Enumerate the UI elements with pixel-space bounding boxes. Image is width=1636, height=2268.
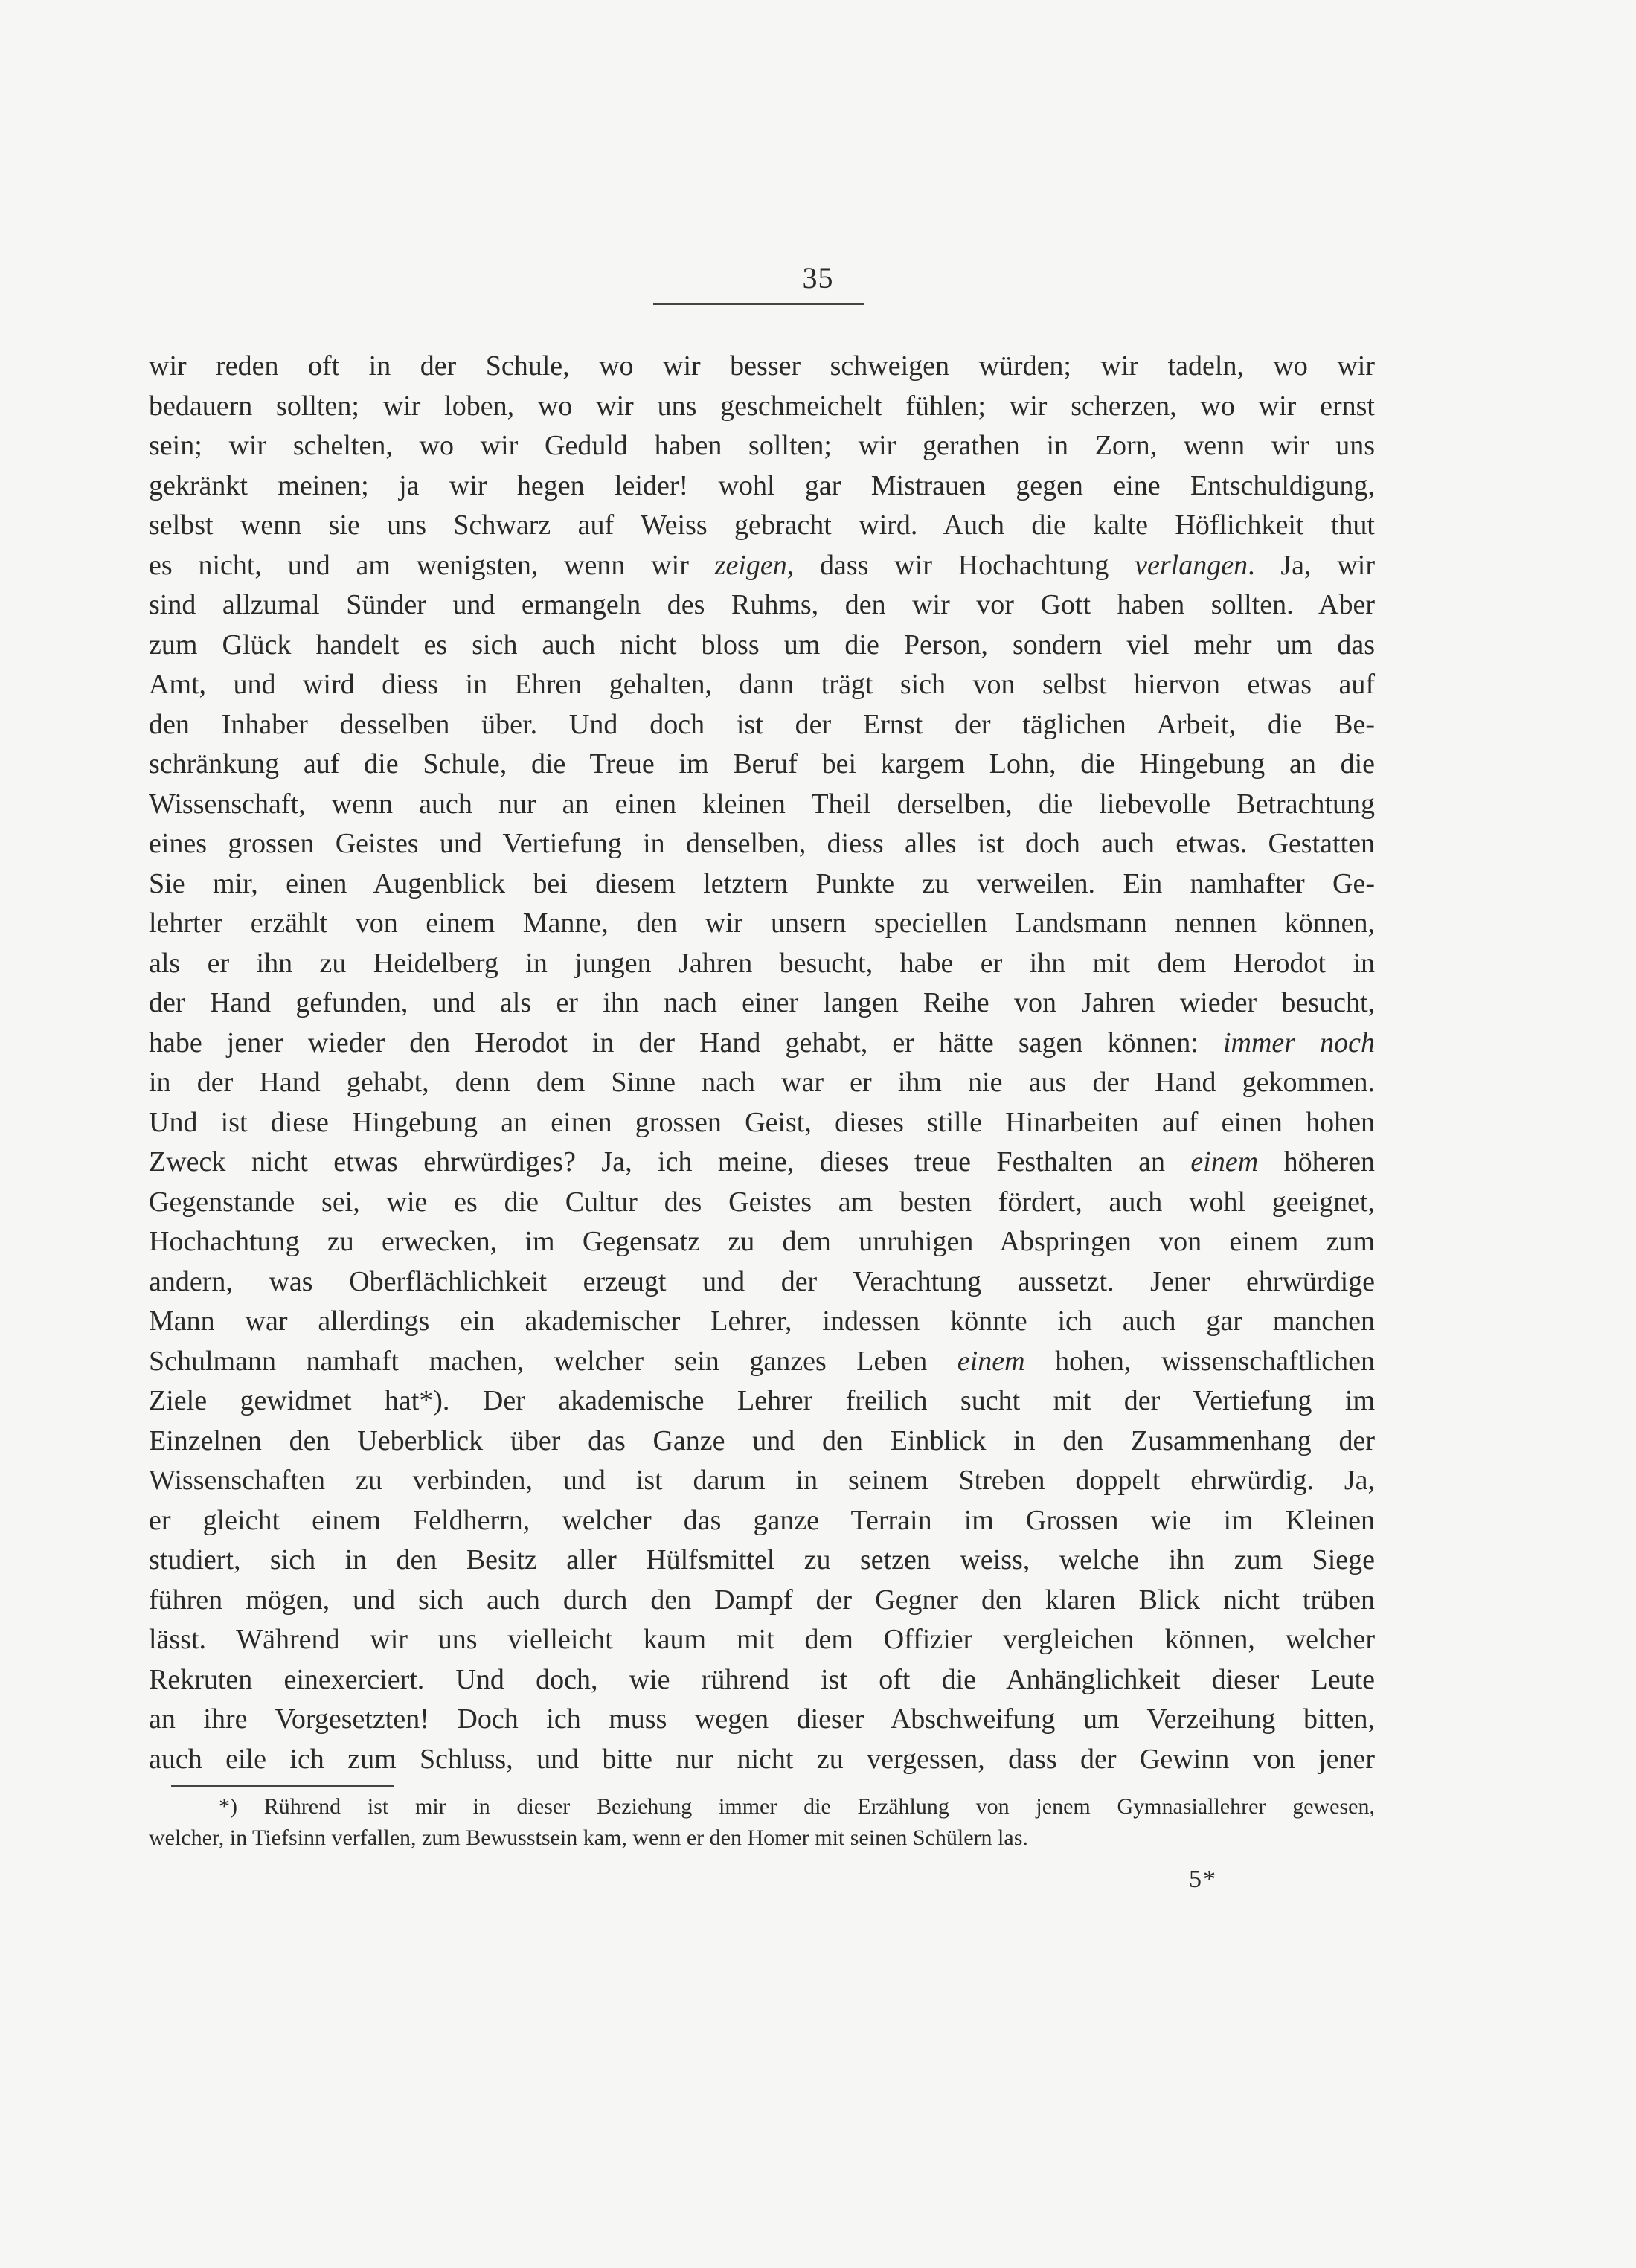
text-segment: andern, was Oberflächlichkeit erzeugt und der Verachtung aussetzt. Jener ehrwürdige: [149, 1265, 1375, 1297]
text-line: [149, 1262, 1375, 1302]
text-line: [149, 1222, 1375, 1262]
text-segment: Schulmann namhaft machen, welcher sein ganzes Leben: [149, 1345, 957, 1377]
emphasis-text: einem: [957, 1345, 1025, 1377]
text-segment: selbst wenn sie uns Schwarz auf Weiss gebracht wird. Auch die kalte Höflichkeit thut: [149, 510, 1375, 541]
text-segment: Ziele gewidmet hat*). Der akademische Lehrer freilich sucht mit der Vertiefung im: [149, 1385, 1375, 1416]
text-line: [149, 1501, 1375, 1541]
text-segment: Gegenstande sei, wie es die Cultur des Geistes am besten fördert, auch wohl geeignet,: [149, 1186, 1375, 1218]
text-segment: den Inhaber desselben über. Und doch ist der Ernst der täglichen Arbeit, die Be-: [149, 708, 1375, 740]
text-segment: , dass wir Hochachtung: [786, 549, 1135, 581]
text-segment: Mann war allerdings ein akademischer Lehrer, indessen könnte ich auch gar manchen: [149, 1305, 1375, 1337]
text-segment: wir reden oft in der Schule, wo wir besser schweigen würden; wir tadeln, wo wir: [149, 350, 1375, 382]
text-line: [149, 665, 1375, 705]
text-line: [149, 1620, 1375, 1660]
emphasis-text: verlangen: [1135, 549, 1248, 581]
page-number: 35: [802, 261, 834, 295]
text-segment: lehrter erzählt von einem Manne, den wir unsern speciellen Landsmann nennen können,: [149, 907, 1375, 939]
text-line: [149, 1183, 1375, 1223]
text-line: [149, 1143, 1375, 1183]
text-segment: hohen, wissenschaftlichen: [1024, 1345, 1376, 1377]
text-line: [149, 1381, 1375, 1421]
text-segment: er gleicht einem Feldherrn, welcher das ganze Terrain im Grossen wie im Kleinen: [149, 1504, 1375, 1536]
text-line: [149, 1421, 1375, 1462]
text-line: [149, 705, 1375, 745]
text-line: [149, 347, 1375, 387]
footnote-line: *) Rührend ist mir in dieser Beziehung immer die Erzählung von jenem Gymnasiallehrer gewesen,: [219, 1794, 1375, 1819]
text-segment: Einzelnen den Ueberblick über das Ganze und den Einblick in den Zusammenhang der: [149, 1424, 1375, 1456]
text-line: [149, 944, 1375, 984]
header-rule: [653, 303, 864, 305]
text-segment: der Hand gefunden, und als er ihn nach einer langen Reihe von Jahren wieder besucht,: [149, 987, 1375, 1018]
text-segment: höheren: [1258, 1146, 1375, 1178]
text-segment: schränkung auf die Schule, die Treue im Beruf bei kargem Lohn, die Hingebung an die: [149, 748, 1375, 780]
text-line: [149, 506, 1375, 546]
text-line: [149, 824, 1375, 864]
text-segment: Hochachtung zu erwecken, im Gegensatz zu dem unruhigen Abspringen von einem zum: [149, 1226, 1375, 1257]
text-segment: an ihre Vorgesetzten! Doch ich muss wegen dieser Abschweifung um Verzeihung bitten,: [149, 1703, 1375, 1735]
text-segment: Rekruten einexerciert. Und doch, wie rührend ist oft die Anhänglichkeit dieser Leute: [149, 1663, 1375, 1695]
text-segment: Wissenschaft, wenn auch nur an einen kleinen Theil derselben, die liebevolle Betrachtung: [149, 788, 1375, 820]
text-segment: es nicht, und am wenigsten, wenn wir: [149, 549, 715, 581]
text-line: [149, 864, 1375, 905]
text-line: [149, 1342, 1375, 1382]
text-line: [149, 1063, 1375, 1103]
text-line: [149, 1660, 1375, 1700]
text-line: [149, 426, 1375, 466]
text-segment: in der Hand gehabt, denn dem Sinne nach war er ihm nie aus der Hand gekommen.: [149, 1067, 1375, 1098]
text-line: [149, 1740, 1375, 1780]
body-text: [149, 347, 1375, 1779]
text-segment: als er ihn zu Heidelberg in jungen Jahren besucht, habe er ihn mit dem Herodot in: [149, 947, 1375, 979]
text-segment: gekränkt meinen; ja wir hegen leider! wohl gar Mistrauen gegen eine Entschuldigung,: [149, 469, 1375, 501]
text-segment: lässt. Während wir uns vielleicht kaum mit dem Offizier vergleichen können, welcher: [149, 1624, 1375, 1655]
text-segment: zum Glück handelt es sich auch nicht bloss um die Person, sondern viel mehr um das: [149, 629, 1375, 661]
text-line: [149, 983, 1375, 1024]
text-line: [149, 546, 1375, 586]
footnote-line: welcher, in Tiefsinn verfallen, zum Bewusstsein kam, wenn er den Homer mit seinen Schülern las.: [149, 1825, 1028, 1850]
text-line: [149, 745, 1375, 785]
text-line: [149, 387, 1375, 427]
text-segment: sind allzumal Sünder und ermangeln des Ruhms, den wir vor Gott haben sollten. Aber: [149, 589, 1375, 620]
text-line: [149, 1024, 1375, 1064]
text-line: [149, 1103, 1375, 1143]
signature-mark: 5*: [1189, 1866, 1217, 1893]
text-line: [149, 904, 1375, 944]
text-segment: auch eile ich zum Schluss, und bitte nur nicht zu vergessen, dass der Gewinn von jener: [149, 1743, 1375, 1775]
text-segment: Wissenschaften zu verbinden, und ist darum in seinem Streben doppelt ehrwürdig. Ja,: [149, 1465, 1375, 1496]
text-line: [149, 785, 1375, 825]
text-line: [149, 1700, 1375, 1740]
text-line: [149, 466, 1375, 507]
text-segment: studiert, sich in den Besitz aller Hülfsmittel zu setzen weiss, welche ihn zum Siege: [149, 1544, 1375, 1575]
text-line: [149, 1541, 1375, 1581]
emphasis-text: einem: [1190, 1146, 1259, 1178]
text-segment: . Ja, wir: [1248, 549, 1375, 581]
text-segment: Zweck nicht etwas ehrwürdiges? Ja, ich meine, dieses treue Festhalten an: [149, 1146, 1191, 1178]
text-segment: bedauern sollten; wir loben, wo wir uns geschmeichelt fühlen; wir scherzen, wo wir ernst: [149, 390, 1375, 422]
text-line: [149, 1461, 1375, 1501]
text-line: [149, 1302, 1375, 1342]
text-line: [149, 626, 1375, 666]
text-segment: sein; wir schelten, wo wir Geduld haben sollten; wir gerathen in Zorn, wenn wir uns: [149, 430, 1375, 461]
text-line: [149, 585, 1375, 626]
text-segment: führen mögen, und sich auch durch den Dampf der Gegner den klaren Blick nicht trüben: [149, 1584, 1375, 1616]
emphasis-text: immer noch: [1222, 1027, 1375, 1058]
footnotes: [149, 1791, 1375, 1854]
text-segment: Amt, und wird diess in Ehren gehalten, dann trägt sich von selbst hiervon etwas auf: [149, 669, 1375, 700]
footnote-rule: [171, 1785, 394, 1787]
text-segment: Und ist diese Hingebung an einen grossen Geist, dieses stille Hinarbeiten auf einen hohen: [149, 1106, 1375, 1138]
emphasis-text: zeigen: [714, 549, 787, 581]
text-segment: habe jener wieder den Herodot in der Hand gehabt, er hätte sagen können:: [149, 1027, 1223, 1058]
text-segment: Sie mir, einen Augenblick bei diesem letztern Punkte zu verweilen. Ein namhafter Ge-: [149, 867, 1375, 899]
text-line: [149, 1581, 1375, 1621]
text-segment: eines grossen Geistes und Vertiefung in denselben, diess alles ist doch auch etwas. Gestatten: [149, 828, 1375, 859]
